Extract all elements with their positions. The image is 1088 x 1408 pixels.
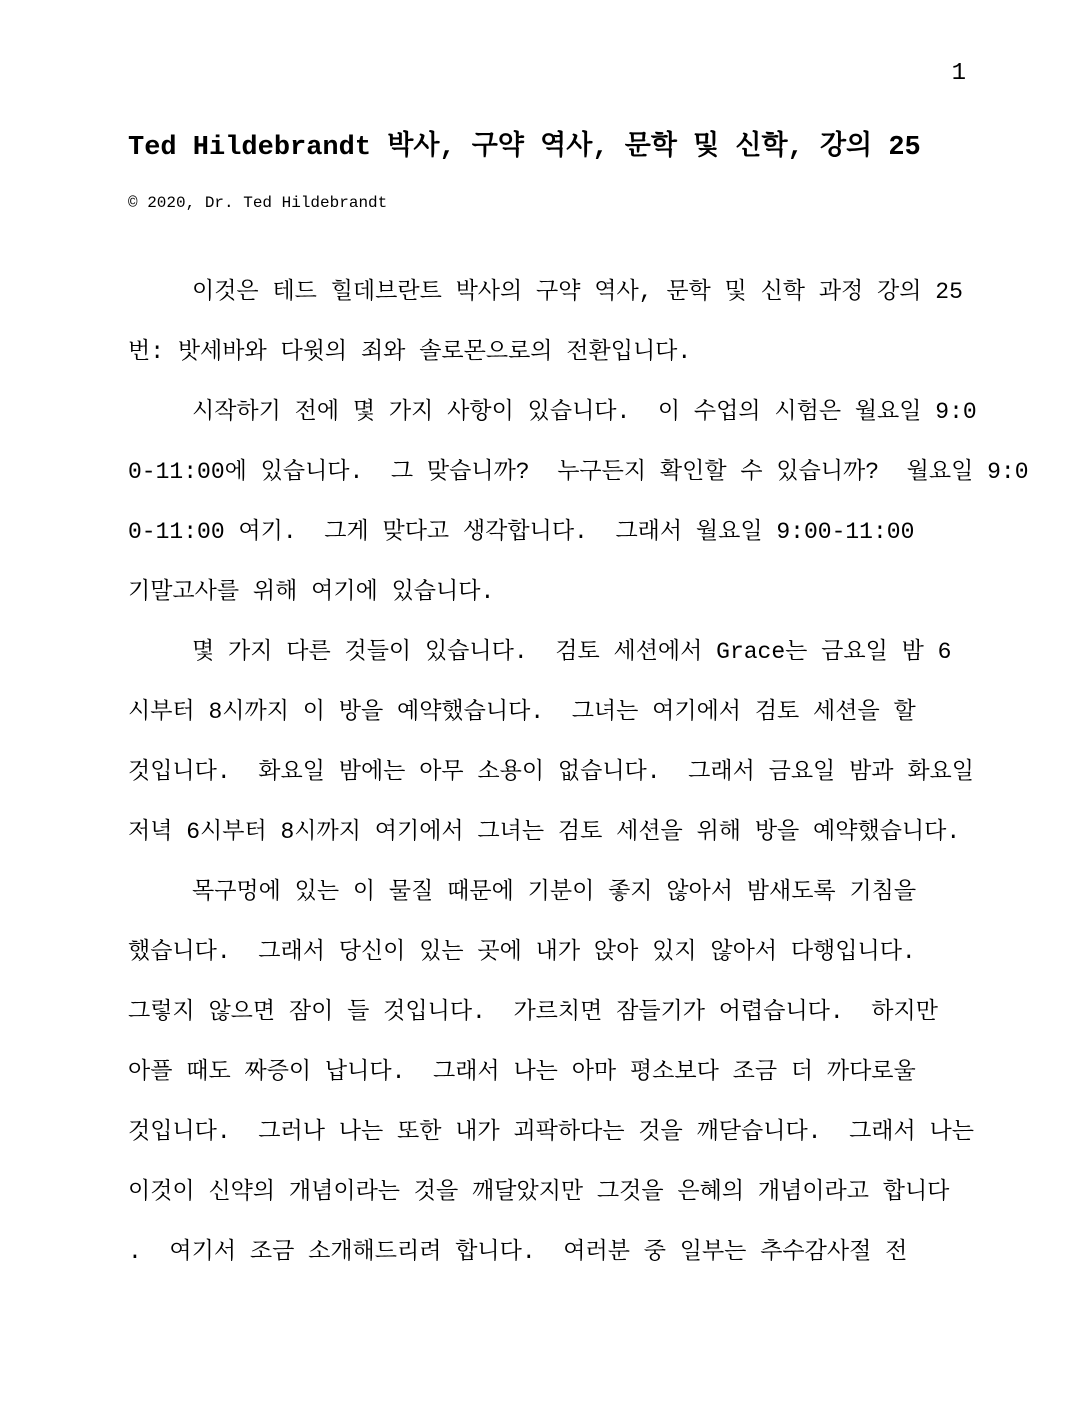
- paragraph-line: 몇 가지 다른 것들이 있습니다. 검토 세션에서 Grace는 금요일 밤 6: [192, 639, 952, 665]
- paragraph-line: 것입니다. 그러나 나는 또한 내가 괴팍하다는 것을 깨닫습니다. 그래서 나는: [128, 1119, 974, 1145]
- paragraph-line: 그렇지 않으면 잠이 들 것입니다. 가르치면 잠들기가 어렵습니다. 하지만: [128, 999, 938, 1025]
- paragraph: [128, 862, 974, 1282]
- paragraph-line: 시부터 8시까지 이 방을 예약했습니다. 그녀는 여기에서 검토 세션을 할: [128, 699, 916, 725]
- paragraph-line: 기말고사를 위해 여기에 있습니다.: [128, 579, 495, 605]
- paragraph: [128, 622, 974, 862]
- page-number: 1: [951, 60, 966, 87]
- paragraph-line: 했습니다. 그래서 당신이 있는 곳에 내가 앉아 있지 않아서 다행입니다.: [128, 939, 916, 965]
- copyright-line: © 2020, Dr. Ted Hildebrandt: [128, 194, 388, 212]
- paragraph-line: 0-11:00에 있습니다. 그 맞습니까? 누구든지 확인할 수 있습니까? 월요일 9:0: [128, 459, 1029, 485]
- paragraph-line: 아플 때도 짜증이 납니다. 그래서 나는 아마 평소보다 조금 더 까다로울: [128, 1059, 916, 1085]
- paragraph-line: 0-11:00 여기. 그게 맞다고 생각합니다. 그래서 월요일 9:00-11:00: [128, 519, 915, 545]
- paragraph-line: 저녁 6시부터 8시까지 여기에서 그녀는 검토 세션을 위해 방을 예약했습니다.: [128, 819, 961, 845]
- paragraph-line: 이것이 신약의 개념이라는 것을 깨달았지만 그것을 은혜의 개념이라고 합니다: [128, 1179, 950, 1205]
- paragraph-line: . 여기서 조금 소개해드리려 합니다. 여러분 중 일부는 추수감사절 전: [128, 1239, 908, 1265]
- paragraph-line: 시작하기 전에 몇 가지 사항이 있습니다. 이 수업의 시험은 월요일 9:0: [192, 399, 977, 425]
- document-title: Ted Hildebrandt 박사, 구약 역사, 문학 및 신학, 강의 25: [128, 133, 921, 163]
- paragraph: [128, 382, 1029, 622]
- paragraph: [128, 262, 963, 382]
- paragraph-line: 번: 밧세바와 다윗의 죄와 솔로몬으로의 전환입니다.: [128, 339, 692, 365]
- paragraph-line: 이것은 테드 힐데브란트 박사의 구약 역사, 문학 및 신학 과정 강의 25: [192, 279, 963, 305]
- document-body: [128, 262, 1029, 1282]
- paragraph-line: 목구멍에 있는 이 물질 때문에 기분이 좋지 않아서 밤새도록 기침을: [192, 879, 917, 905]
- paragraph-line: 것입니다. 화요일 밤에는 아무 소용이 없습니다. 그래서 금요일 밤과 화요일: [128, 759, 974, 785]
